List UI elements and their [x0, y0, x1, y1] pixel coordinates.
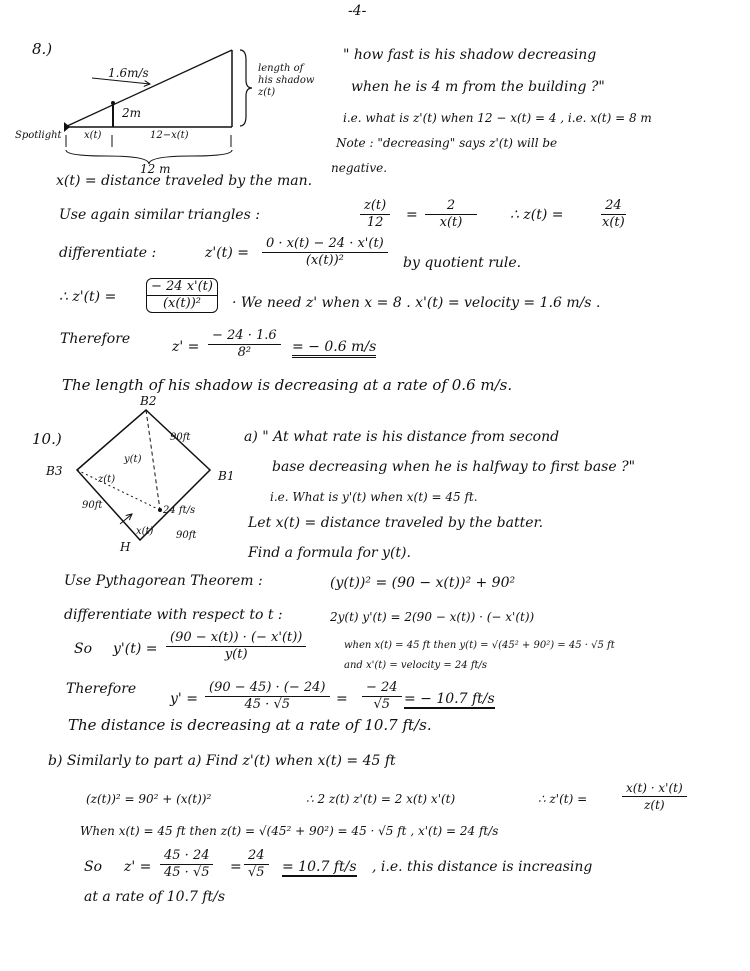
need-text: · We need z' when x = 8 . x'(t) = velocity = 1.6 m/s .: [232, 295, 601, 311]
part-b-when: When x(t) = 45 ft then z(t) = √(45² + 90²) = 45 · √5 ft , x'(t) = 24 ft/s: [80, 824, 499, 838]
page-number: -4-: [348, 3, 367, 19]
velocity-label: 24 ft/s: [163, 505, 196, 516]
note-line-2: negative.: [331, 161, 388, 175]
base-home: H: [120, 540, 131, 554]
part-b-equation-1: (z(t))² = 90² + (x(t))²: [86, 792, 212, 806]
pythagorean-equation: (y(t))² = (90 − x(t))² + 90²: [330, 575, 516, 591]
pythagorean-text: Use Pythagorean Theorem :: [64, 573, 263, 589]
diamond: [77, 410, 210, 540]
so-label-b: So: [84, 859, 103, 875]
similar-triangles-text: Use again similar triangles :: [59, 207, 260, 223]
fraction-numeric-b: $\frac{(90 - 45) \cdot (- 24)}{45 \cdot √5}$: [205, 680, 330, 713]
therefore-z: ∴ z(t) =: [510, 207, 564, 223]
quotient-rule-text: by quotient rule.: [403, 255, 522, 271]
base-b1: B1: [218, 469, 235, 483]
spotlight-label: Spotlight: [15, 130, 62, 141]
z-label: z(t): [98, 474, 116, 485]
increasing-text: , i.e. this distance is increasing: [372, 859, 593, 875]
equals-sign: =: [406, 207, 418, 223]
distance-conclusion: The distance is decreasing at a rate of 10.7 ft/s.: [68, 716, 432, 734]
y-prime: y'(t) =: [113, 641, 158, 657]
differentiated-equation: 2y(t) y'(t) = 2(90 − x(t)) · (− x'(t)): [330, 610, 535, 624]
note-line-1: Note : "decreasing" says z'(t) will be: [336, 136, 558, 150]
part-a-line-1: a) " At what rate is his distance from second: [244, 429, 560, 445]
part-a-line-3: i.e. What is y'(t) when x(t) = 45 ft.: [270, 490, 478, 504]
side-left: 90ft: [82, 500, 103, 511]
therefore-label-b: Therefore: [66, 681, 137, 697]
therefore-label: Therefore: [60, 331, 131, 347]
part-a-line-2: base decreasing when he is halfway to first base ?": [272, 459, 636, 475]
base-b3: B3: [46, 464, 63, 478]
total-label: 12 m: [140, 162, 171, 176]
z-prime: z'(t) =: [205, 245, 249, 261]
base-b2: B2: [140, 394, 157, 408]
fraction-derivative: $\frac{0 \cdot x(t) - 24 \cdot x'(t)}{\text{(x(t))²}}$: [262, 236, 388, 269]
shadow-label-2: his shadow: [258, 75, 315, 86]
batter-point: [158, 508, 162, 512]
ie-line: i.e. what is z'(t) when 12 − x(t) = 4 , i.e. x(t) = 8 m: [343, 111, 652, 125]
fraction-z-over-12: $\frac{z(t)}{12}$: [360, 198, 390, 231]
part-b-line-1: b) Similarly to part a) Find z'(t) when x(t) = 45 ft: [48, 753, 396, 769]
rest-label: 12−x(t): [150, 130, 189, 141]
so-label: So: [74, 641, 93, 657]
y-label: y(t): [124, 454, 142, 465]
y-line: [146, 410, 160, 510]
problem-8-label: 8.): [32, 40, 53, 58]
differentiate-wrt-text: differentiate with respect to t :: [64, 607, 283, 623]
z-prime-b: z' =: [124, 859, 152, 875]
shadow-label-3: z(t): [258, 87, 276, 98]
fraction-24-over-x: $\frac{24}{x(t)}$: [602, 198, 625, 230]
fraction-24-root5-b: $\frac{24}{√5}$: [244, 848, 269, 881]
z-prime-final: z' =: [172, 339, 200, 355]
fraction-2-over-x: $\frac{2}{x(t)}$: [418, 198, 484, 231]
side-top-right: 90ft: [170, 432, 191, 443]
when-line-2: and x'(t) = velocity = 24 ft/s: [344, 660, 488, 671]
equals-b2: =: [230, 859, 242, 875]
result-value-c: = 10.7 ft/s: [282, 859, 357, 875]
x-definition: x(t) = distance traveled by the man.: [56, 173, 313, 189]
when-line-1: when x(t) = 45 ft then y(t) = √(45² + 90²) = 45 · √5 ft: [344, 640, 615, 651]
equals-b: =: [336, 691, 348, 707]
fraction-z-prime-b: $\frac{x(t) \cdot x'(t)}{z(t)}$: [622, 780, 687, 813]
shadow-label-1: length of: [258, 63, 304, 74]
z-prime-result: ∴ z'(t) =: [59, 289, 117, 305]
problem-10-label: 10.): [32, 430, 62, 448]
fraction-45-24: $\frac{45 \cdot 24}{45 \cdot √5}$: [160, 848, 214, 881]
x-label: x(t): [84, 130, 102, 141]
speed-label: 1.6m/s: [108, 66, 149, 80]
shadow-conclusion: The length of his shadow is decreasing at a rate of 0.6 m/s.: [62, 376, 513, 394]
height-label: 2m: [122, 106, 142, 120]
fraction-y-prime: $\frac{(90 - x(t)) \cdot (- x'(t))}{y(t)}$: [166, 630, 306, 663]
side-bottom-right: 90ft: [176, 530, 197, 541]
part-b-equation-2: ∴ 2 z(t) z'(t) = 2 x(t) x'(t): [306, 792, 456, 806]
part-b-equation-3: ∴ z'(t) =: [538, 792, 588, 806]
part-b-last-line: at a rate of 10.7 ft/s: [84, 889, 226, 905]
fraction-24-root5: $\frac{- 24}{√5}$: [362, 680, 402, 713]
part-a-line-5: Find a formula for y(t).: [248, 545, 411, 561]
fraction-z-prime: $\frac{- 24 x'(t)}{\text{(x(t))²}}$: [146, 278, 218, 313]
fraction-numeric: $\frac{- 24 \cdot 1.6}{\text{8²}}$: [208, 328, 281, 361]
x-label-b: x(t): [136, 526, 154, 537]
question-line-1: " how fast is his shadow decreasing: [343, 47, 597, 63]
differentiate-label: differentiate :: [59, 245, 157, 261]
part-a-line-4: Let x(t) = distance traveled by the batter.: [248, 515, 544, 531]
result-value-b: = − 10.7 ft/s: [404, 691, 495, 707]
y-prime-final: y' =: [170, 691, 198, 707]
question-line-2: when he is 4 m from the building ?": [351, 79, 605, 95]
result-value: = − 0.6 m/s: [292, 339, 376, 358]
